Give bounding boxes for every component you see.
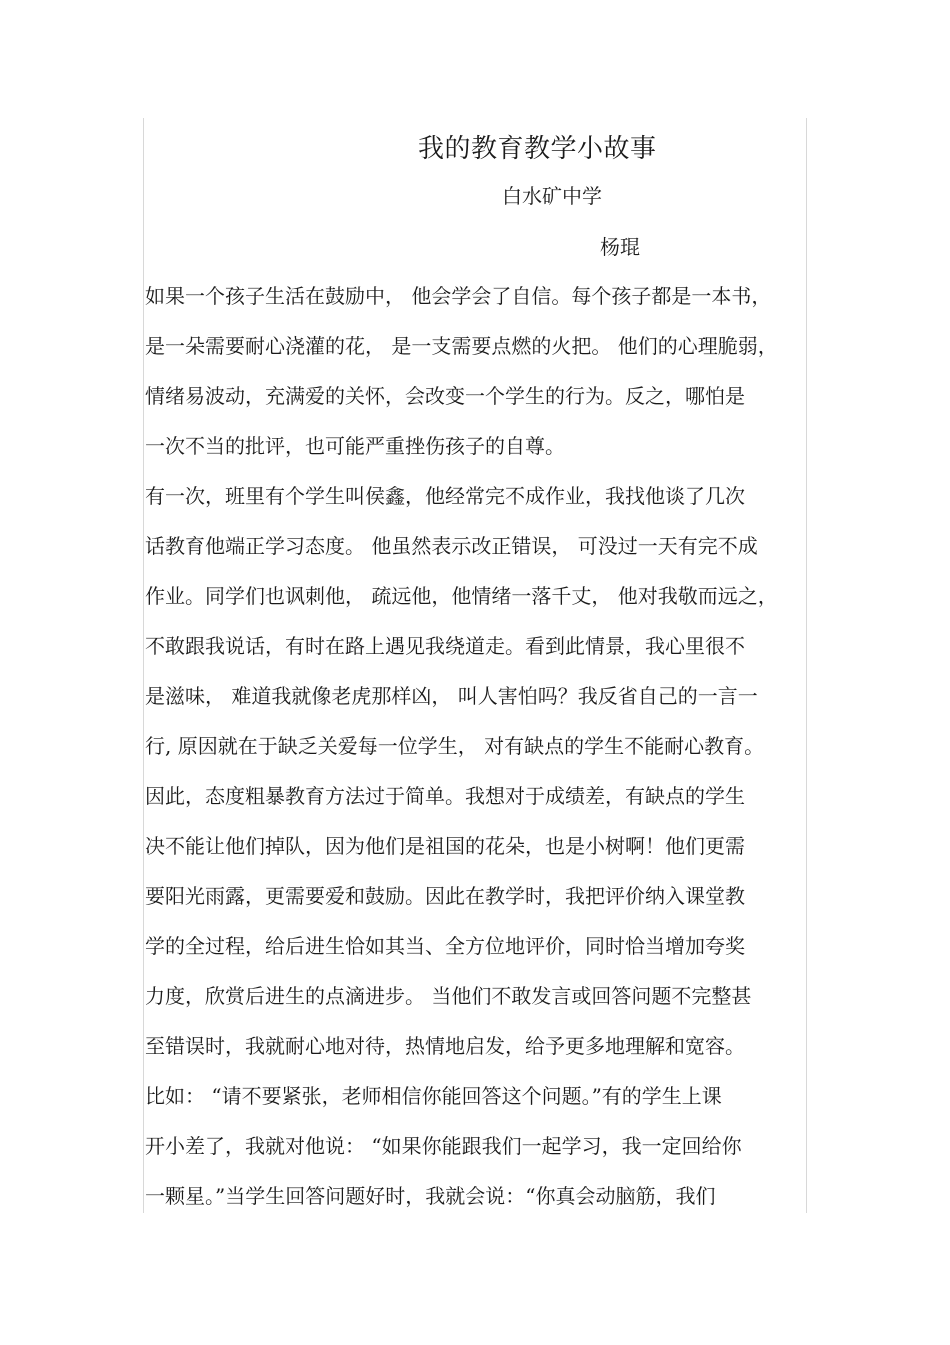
school-name: 白水矿中学 xyxy=(502,184,602,208)
text-line: 话教育他端正学习态度。 他虽然表示改正错误， 可没过一天有完不成 xyxy=(145,534,758,558)
text-line: 有一次，班里有个学生叫侯鑫，他经常完不成作业，我找他谈了几次 xyxy=(145,484,745,508)
author-name: 杨琨 xyxy=(600,235,640,259)
text-line: 比如： “请不要紧张，老师相信你能回答这个问题。”有的学生上课 xyxy=(145,1084,722,1108)
left-margin-line xyxy=(143,118,144,1213)
text-line: 作业。同学们也讽刺他， 疏远他，他情绪一落千丈， 他对我敬而远之， xyxy=(145,584,778,608)
text-line: 因此，态度粗暴教育方法过于简单。我想对于成绩差，有缺点的学生 xyxy=(145,784,745,808)
text-line: 要阳光雨露，更需要爱和鼓励。因此在教学时，我把评价纳入课堂教 xyxy=(145,884,745,908)
document-title: 我的教育教学小故事 xyxy=(418,134,657,164)
text-line: 不敢跟我说话，有时在路上遇见我绕道走。看到此情景，我心里很不 xyxy=(145,634,745,658)
text-line: 行, 原因就在于缺乏关爱每一位学生， 对有缺点的学生不能耐心教育。 xyxy=(145,734,765,758)
text-line: 如果一个孩子生活在鼓励中， 他会学会了自信。每个孩子都是一本书， xyxy=(145,284,772,308)
text-line: 情绪易波动，充满爱的关怀，会改变一个学生的行为。反之，哪怕是 xyxy=(145,384,745,408)
text-line: 学的全过程，给后进生恰如其当、全方位地评价，同时恰当增加夸奖 xyxy=(145,934,745,958)
text-line: 一次不当的批评，也可能严重挫伤孩子的自尊。 xyxy=(145,434,565,458)
text-line: 开小差了，我就对他说： “如果你能跟我们一起学习，我一定回给你 xyxy=(145,1134,742,1158)
text-line: 是滋味， 难道我就像老虎那样凶， 叫人害怕吗？我反省自己的一言一 xyxy=(145,684,758,708)
text-line: 一颗星。”当学生回答问题好时，我就会说：“你真会动脑筋，我们 xyxy=(145,1184,716,1208)
text-line: 是一朵需要耐心浇灌的花， 是一支需要点燃的火把。 他们的心理脆弱， xyxy=(145,334,778,358)
body-text xyxy=(145,276,805,1226)
text-line: 力度，欣赏后进生的点滴进步。 当他们不敢发言或回答问题不完整甚 xyxy=(145,984,752,1008)
right-margin-line xyxy=(806,118,807,1213)
text-line: 至错误时，我就耐心地对待，热情地启发，给予更多地理解和宽容。 xyxy=(145,1034,745,1058)
text-line: 决不能让他们掉队，因为他们是祖国的花朵，也是小树啊！他们更需 xyxy=(145,834,745,858)
